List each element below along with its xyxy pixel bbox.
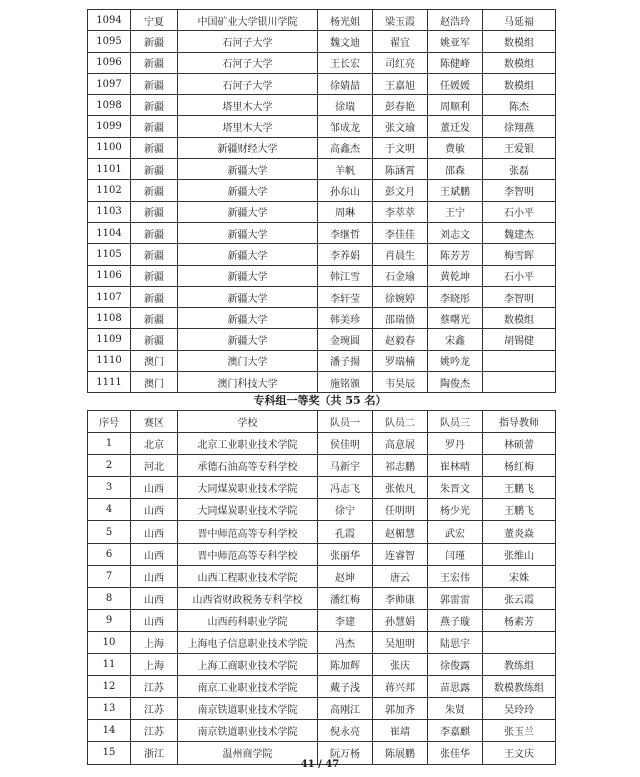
cell-member-2: 司红亮 (373, 52, 428, 73)
cell-number: 1104 (88, 222, 131, 243)
cell-school: 澳门科技大学 (178, 372, 318, 393)
table-row (88, 10, 556, 31)
cell-region: 山西 (131, 521, 178, 543)
cell-region: 山西 (131, 477, 178, 499)
cell-advisor: 数模组 (483, 52, 556, 73)
cell-advisor: 张云霞 (483, 587, 556, 609)
cell-advisor: 马延福 (483, 10, 556, 31)
cell-member-3: 陈芳芳 (428, 244, 483, 265)
cell-number: 3 (88, 477, 131, 499)
cell-member-2: 赵毅春 (373, 329, 428, 350)
cell-member-2: 李帅康 (373, 587, 428, 609)
cell-school: 山西工程职业技术学院 (178, 565, 318, 587)
cell-member-3: 费敏 (428, 137, 483, 158)
cell-member-3: 邵森 (428, 159, 483, 180)
cell-member-3: 黄乾坤 (428, 265, 483, 286)
cell-member-3: 蔡曙光 (428, 308, 483, 329)
cell-member-1: 马新宇 (318, 455, 373, 477)
cell-member-2: 唐云 (373, 565, 428, 587)
cell-number: 5 (88, 521, 131, 543)
cell-advisor: 张磊 (483, 159, 556, 180)
cell-school: 温州商学院 (178, 742, 318, 764)
cell-region: 新疆 (131, 116, 178, 137)
cell-region: 北京 (131, 433, 178, 455)
cell-member-3: 赵浩玲 (428, 10, 483, 31)
cell-member-1: 韩美珍 (318, 308, 373, 329)
cell-number: 4 (88, 499, 131, 521)
table-row (88, 222, 556, 243)
cell-advisor: 数模教练组 (483, 676, 556, 698)
table-row (88, 720, 556, 742)
cell-region: 山西 (131, 609, 178, 631)
cell-member-3: 刘志文 (428, 222, 483, 243)
cell-region: 新疆 (131, 308, 178, 329)
header-member-2: 队员二 (373, 411, 428, 433)
cell-region: 新疆 (131, 31, 178, 52)
header-member-3: 队员三 (428, 411, 483, 433)
cell-member-1: 张丽华 (318, 543, 373, 565)
table-row (88, 95, 556, 116)
cell-number: 1111 (88, 372, 131, 393)
cell-school: 石河子大学 (178, 73, 318, 94)
cell-member-3: 周顺利 (428, 95, 483, 116)
table-row (88, 654, 556, 676)
cell-member-3: 李嘉麒 (428, 720, 483, 742)
cell-member-2: 高意展 (373, 433, 428, 455)
cell-number: 13 (88, 698, 131, 720)
cell-number: 1097 (88, 73, 131, 94)
cell-member-2: 翟宜 (373, 31, 428, 52)
cell-region: 新疆 (131, 180, 178, 201)
cell-number: 7 (88, 565, 131, 587)
cell-number: 1101 (88, 159, 131, 180)
cell-number: 14 (88, 720, 131, 742)
cell-advisor: 数模组 (483, 73, 556, 94)
cell-member-2: 王嘉旭 (373, 73, 428, 94)
cell-school: 塔里木大学 (178, 116, 318, 137)
cell-advisor: 杨素芳 (483, 609, 556, 631)
cell-member-1: 李继哲 (318, 222, 373, 243)
cell-member-2: 徐婉婷 (373, 286, 428, 307)
cell-advisor: 王爱银 (483, 137, 556, 158)
cell-school: 新疆大学 (178, 244, 318, 265)
cell-advisor (483, 350, 556, 371)
cell-member-1: 徐婧喆 (318, 73, 373, 94)
table-row (88, 265, 556, 286)
cell-member-2: 陈展鹏 (373, 742, 428, 764)
cell-region: 上海 (131, 654, 178, 676)
cell-advisor: 吴玲玲 (483, 698, 556, 720)
cell-member-1: 杨光姐 (318, 10, 373, 31)
cell-number: 1107 (88, 286, 131, 307)
cell-advisor: 数模组 (483, 31, 556, 52)
cell-number: 10 (88, 631, 131, 653)
cell-member-1: 戴子浅 (318, 676, 373, 698)
cell-advisor: 宋姝 (483, 565, 556, 587)
cell-region: 浙江 (131, 742, 178, 764)
cell-member-3: 宋鑫 (428, 329, 483, 350)
cell-member-2: 吴旭明 (373, 631, 428, 653)
cell-member-1: 高鑫杰 (318, 137, 373, 158)
header-advisor: 指导教师 (483, 411, 556, 433)
cell-region: 河北 (131, 455, 178, 477)
results-table-specialty (87, 410, 556, 765)
cell-advisor: 王鹏飞 (483, 499, 556, 521)
cell-number: 1 (88, 433, 131, 455)
cell-region: 新疆 (131, 286, 178, 307)
cell-school: 新疆大学 (178, 308, 318, 329)
cell-member-1: 羊帆 (318, 159, 373, 180)
cell-member-2: 任明明 (373, 499, 428, 521)
table-row (88, 350, 556, 371)
cell-region: 新疆 (131, 329, 178, 350)
table-row (88, 31, 556, 52)
table-header-row (88, 411, 556, 433)
cell-advisor: 张玉兰 (483, 720, 556, 742)
cell-member-3: 徐俊露 (428, 654, 483, 676)
cell-advisor: 陈杰 (483, 95, 556, 116)
cell-school: 上海电子信息职业技术学院 (178, 631, 318, 653)
cell-school: 中国矿业大学银川学院 (178, 10, 318, 31)
table-row (88, 116, 556, 137)
cell-school: 新疆大学 (178, 286, 318, 307)
cell-region: 江苏 (131, 698, 178, 720)
cell-member-3: 王宏伟 (428, 565, 483, 587)
cell-number: 2 (88, 455, 131, 477)
cell-member-3: 姚吟龙 (428, 350, 483, 371)
results-table-top (87, 9, 556, 393)
cell-member-2: 韦昊辰 (373, 372, 428, 393)
header-school: 学校 (178, 411, 318, 433)
cell-school: 新疆财经大学 (178, 137, 318, 158)
page-number: 41 / 47 (300, 759, 340, 770)
cell-member-2: 郭加齐 (373, 698, 428, 720)
cell-member-3: 姚亚军 (428, 31, 483, 52)
cell-number: 1110 (88, 350, 131, 371)
table-row (88, 137, 556, 158)
cell-member-1: 李轩莹 (318, 286, 373, 307)
cell-advisor: 王鹏飞 (483, 477, 556, 499)
table-row (88, 308, 556, 329)
cell-region: 山西 (131, 543, 178, 565)
header-region: 赛区 (131, 411, 178, 433)
cell-school: 晋中师范高等专科学校 (178, 543, 318, 565)
cell-number: 12 (88, 676, 131, 698)
table-row (88, 329, 556, 350)
cell-member-2: 孙慧娟 (373, 609, 428, 631)
cell-member-1: 周琳 (318, 201, 373, 222)
cell-member-1: 韩江雪 (318, 265, 373, 286)
cell-member-1: 李养娟 (318, 244, 373, 265)
cell-advisor: 石小平 (483, 201, 556, 222)
cell-region: 新疆 (131, 222, 178, 243)
cell-member-2: 彭春艳 (373, 95, 428, 116)
cell-member-1: 潘红梅 (318, 587, 373, 609)
cell-number: 8 (88, 587, 131, 609)
cell-member-2: 蒋兴邦 (373, 676, 428, 698)
cell-member-2: 祁志鹏 (373, 455, 428, 477)
cell-advisor: 梅雪晖 (483, 244, 556, 265)
cell-member-3: 杨少光 (428, 499, 483, 521)
cell-member-3: 燕子璇 (428, 609, 483, 631)
cell-school: 大同煤炭职业技术学院 (178, 499, 318, 521)
cell-member-1: 倪永亮 (318, 720, 373, 742)
cell-member-2: 彭文月 (373, 180, 428, 201)
table-row (88, 477, 556, 499)
cell-member-2: 石金瑜 (373, 265, 428, 286)
cell-member-3: 闫瑾 (428, 543, 483, 565)
cell-member-2: 崔靖 (373, 720, 428, 742)
cell-school: 新疆大学 (178, 265, 318, 286)
cell-region: 江苏 (131, 720, 178, 742)
cell-number: 1103 (88, 201, 131, 222)
cell-region: 宁夏 (131, 10, 178, 31)
cell-member-2: 李佳佳 (373, 222, 428, 243)
cell-member-1: 冯杰 (318, 631, 373, 653)
table-row (88, 698, 556, 720)
cell-number: 1095 (88, 31, 131, 52)
cell-number: 1105 (88, 244, 131, 265)
table-row (88, 499, 556, 521)
header-number: 序号 (88, 411, 131, 433)
cell-member-1: 王长宏 (318, 52, 373, 73)
cell-school: 新疆大学 (178, 329, 318, 350)
cell-member-3: 王宁 (428, 201, 483, 222)
cell-region: 山西 (131, 565, 178, 587)
cell-school: 石河子大学 (178, 52, 318, 73)
cell-advisor: 教练组 (483, 654, 556, 676)
cell-region: 新疆 (131, 73, 178, 94)
cell-member-2: 罗瑞楠 (373, 350, 428, 371)
table-row (88, 565, 556, 587)
table-row (88, 587, 556, 609)
table-row (88, 73, 556, 94)
cell-member-3: 王斌鹏 (428, 180, 483, 201)
cell-member-1: 阮万杨 (318, 742, 373, 764)
cell-member-1: 施铭颁 (318, 372, 373, 393)
cell-region: 山西 (131, 499, 178, 521)
cell-member-3: 陈健峰 (428, 52, 483, 73)
cell-number: 1108 (88, 308, 131, 329)
cell-member-3: 罗丹 (428, 433, 483, 455)
cell-member-2: 陈涵霄 (373, 159, 428, 180)
table-row (88, 676, 556, 698)
cell-advisor: 徐翔燕 (483, 116, 556, 137)
cell-region: 山西 (131, 587, 178, 609)
cell-school: 上海工商职业技术学院 (178, 654, 318, 676)
table-row (88, 372, 556, 393)
cell-school: 山西省财政税务专科学校 (178, 587, 318, 609)
cell-advisor: 李智明 (483, 286, 556, 307)
table-row (88, 433, 556, 455)
cell-region: 新疆 (131, 137, 178, 158)
cell-member-1: 魏文迪 (318, 31, 373, 52)
cell-member-1: 金琬圆 (318, 329, 373, 350)
cell-member-1: 徐宁 (318, 499, 373, 521)
cell-member-1: 赵坤 (318, 565, 373, 587)
cell-region: 新疆 (131, 52, 178, 73)
cell-school: 北京工业职业技术学院 (178, 433, 318, 455)
table-row (88, 201, 556, 222)
cell-member-1: 李建 (318, 609, 373, 631)
cell-advisor: 石小平 (483, 265, 556, 286)
cell-advisor: 魏建杰 (483, 222, 556, 243)
cell-member-3: 李晓彤 (428, 286, 483, 307)
cell-region: 澳门 (131, 372, 178, 393)
cell-member-2: 赵楣慧 (373, 521, 428, 543)
cell-member-1: 冯志飞 (318, 477, 373, 499)
cell-school: 新疆大学 (178, 180, 318, 201)
cell-member-1: 陈加辉 (318, 654, 373, 676)
cell-advisor: 林硕蕾 (483, 433, 556, 455)
table-row (88, 609, 556, 631)
table-row (88, 543, 556, 565)
cell-number: 15 (88, 742, 131, 764)
cell-school: 山西药科职业学院 (178, 609, 318, 631)
table-row (88, 244, 556, 265)
cell-region: 新疆 (131, 201, 178, 222)
cell-region: 新疆 (131, 95, 178, 116)
cell-number: 1109 (88, 329, 131, 350)
cell-advisor: 杨红梅 (483, 455, 556, 477)
cell-member-3: 崔林晴 (428, 455, 483, 477)
cell-member-2: 张侬凡 (373, 477, 428, 499)
cell-advisor: 李智明 (483, 180, 556, 201)
cell-member-1: 孙东山 (318, 180, 373, 201)
cell-member-2: 肖晨生 (373, 244, 428, 265)
cell-member-1: 高刚江 (318, 698, 373, 720)
cell-school: 大同煤炭职业技术学院 (178, 477, 318, 499)
cell-number: 1098 (88, 95, 131, 116)
cell-member-2: 张庆 (373, 654, 428, 676)
table-row (88, 159, 556, 180)
cell-number: 11 (88, 654, 131, 676)
header-member-1: 队员一 (318, 411, 373, 433)
cell-school: 南京铁道职业技术学院 (178, 698, 318, 720)
cell-member-3: 武宏 (428, 521, 483, 543)
cell-region: 新疆 (131, 265, 178, 286)
cell-school: 澳门大学 (178, 350, 318, 371)
cell-advisor (483, 372, 556, 393)
cell-member-2: 张文瑜 (373, 116, 428, 137)
cell-region: 新疆 (131, 159, 178, 180)
cell-school: 新疆大学 (178, 159, 318, 180)
cell-number: 1106 (88, 265, 131, 286)
cell-member-3: 董迁发 (428, 116, 483, 137)
cell-school: 南京工业职业技术学院 (178, 676, 318, 698)
cell-member-1: 孔霞 (318, 521, 373, 543)
cell-school: 南京铁道职业技术学院 (178, 720, 318, 742)
cell-advisor: 董炎焱 (483, 521, 556, 543)
cell-member-1: 侯佳明 (318, 433, 373, 455)
table-row (88, 180, 556, 201)
table-row (88, 631, 556, 653)
section-title: 专科组一等奖（共 55 名） (253, 394, 387, 407)
cell-advisor: 数模组 (483, 308, 556, 329)
cell-member-2: 于文明 (373, 137, 428, 158)
cell-number: 1094 (88, 10, 131, 31)
cell-member-3: 陆思宇 (428, 631, 483, 653)
cell-number: 1099 (88, 116, 131, 137)
cell-member-3: 郭雷雷 (428, 587, 483, 609)
cell-member-2: 梁玉霞 (373, 10, 428, 31)
cell-member-1: 邹成龙 (318, 116, 373, 137)
cell-member-3: 任媛媛 (428, 73, 483, 94)
cell-member-1: 徐瑞 (318, 95, 373, 116)
cell-school: 塔里木大学 (178, 95, 318, 116)
cell-school: 晋中师范高等专科学校 (178, 521, 318, 543)
cell-number: 1100 (88, 137, 131, 158)
cell-member-3: 苗思露 (428, 676, 483, 698)
cell-number: 9 (88, 609, 131, 631)
cell-member-3: 陶俊杰 (428, 372, 483, 393)
cell-region: 江苏 (131, 676, 178, 698)
cell-school: 石河子大学 (178, 31, 318, 52)
cell-member-3: 张佳华 (428, 742, 483, 764)
cell-number: 1096 (88, 52, 131, 73)
cell-member-2: 李萃萃 (373, 201, 428, 222)
cell-member-3: 朱贤 (428, 698, 483, 720)
cell-school: 承德石油高等专科学校 (178, 455, 318, 477)
cell-member-3: 朱晋文 (428, 477, 483, 499)
table-row (88, 286, 556, 307)
cell-advisor (483, 631, 556, 653)
cell-member-2: 邵瑞偾 (373, 308, 428, 329)
cell-member-2: 连睿智 (373, 543, 428, 565)
cell-region: 上海 (131, 631, 178, 653)
cell-region: 新疆 (131, 244, 178, 265)
cell-number: 1102 (88, 180, 131, 201)
cell-member-1: 潘子揚 (318, 350, 373, 371)
cell-region: 澳门 (131, 350, 178, 371)
cell-advisor: 胡锡健 (483, 329, 556, 350)
cell-advisor: 王文庆 (483, 742, 556, 764)
table-row (88, 455, 556, 477)
cell-school: 新疆大学 (178, 201, 318, 222)
cell-advisor: 张维山 (483, 543, 556, 565)
table-row (88, 52, 556, 73)
cell-number: 6 (88, 543, 131, 565)
cell-school: 新疆大学 (178, 222, 318, 243)
table-row (88, 521, 556, 543)
